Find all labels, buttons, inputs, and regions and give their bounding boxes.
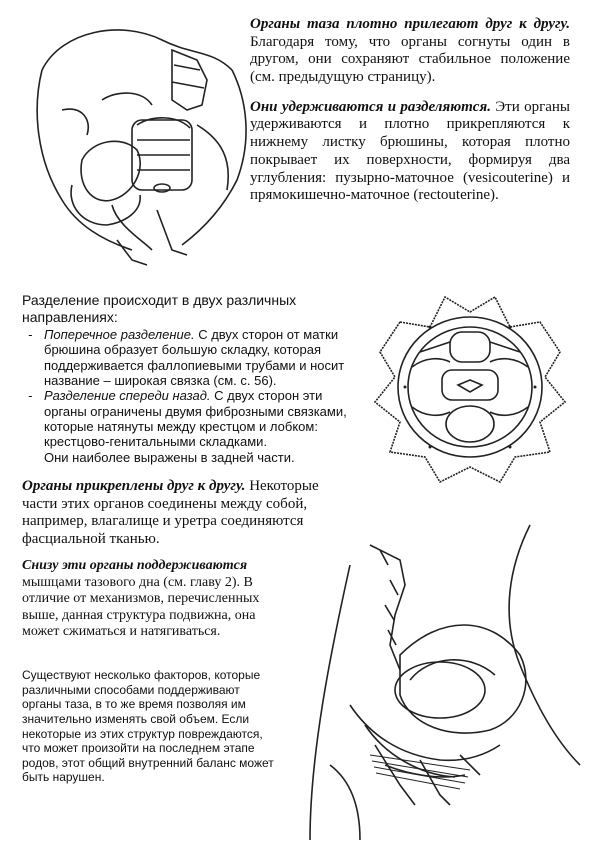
separation-list — [22, 327, 367, 465]
factors-text: Существуют несколько факторов, которые различными способами поддерживают органы таза, в то же время позволяя им значительно изменять свой объем. Если некоторые из этих структур повреждаются, что может произойти на последнем этапе родов, этот общий внутренний баланс может быть нарушен. — [22, 668, 274, 785]
section-factors — [22, 668, 277, 785]
sagittal-section-illustration — [290, 505, 590, 845]
transverse-text: С двух сторон от матки брюшина образует большую складку, которая поддерживается фаллопиевыми трубами и носит название – широкая связка (см. с. 56). — [44, 327, 345, 389]
anteroposterior-tail: Они наиболее выражены в задней части. — [44, 449, 295, 465]
supported-lead: Снизу эти органы поддерживаются — [22, 558, 248, 573]
organs-held-text: Эти органы удерживаются и плотно прикрепляются к нижнему листку брюшины, которая плотно покрывает их поверхности, формируя два углубления: пузырно-маточное (vesicouterine) и прямокишечно-маточное (rectouterine). — [250, 98, 571, 204]
attached-text: Некоторые части этих органов соединены между собой, например, влагалище и уретра соединяются фасциальной тканью. — [22, 478, 319, 548]
organs-adjacent-lead: Органы таза плотно прилегают друг к другу. — [250, 16, 570, 32]
anteroposterior-lead: Разделение спереди назад. — [44, 388, 211, 404]
organs-adjacent-text: Благодаря тому, что органы согнуты один в другом, они сохраняют стабильное положение (см. предыдущую страницу). — [250, 33, 570, 86]
pelvis-cross-section-illustration — [370, 282, 570, 487]
separation-intro: Разделение происходит в двух различных направлениях: — [22, 292, 297, 325]
anteroposterior-text: С двух сторон эти органы ограничены двумя фиброзными связками, которые натянуты между крестцом и лобком: крестцово-генитальными складками. — [44, 388, 347, 450]
transverse-lead: Поперечное разделение. — [44, 327, 195, 343]
organs-held-lead: Они удерживаются и разделяются. — [250, 98, 491, 115]
section-attached — [22, 478, 327, 549]
attached-lead: Органы прикреплены друг к другу. — [22, 478, 246, 494]
section-organs-adjacent — [250, 16, 570, 205]
list-item — [22, 327, 367, 388]
supported-text: мышцами тазового дна (см. главу 2). В отличие от механизмов, перечисленных выше, данная структура подвижна, она может сжиматься и натягиваться. — [22, 574, 260, 640]
section-supported — [22, 558, 292, 641]
section-separation — [22, 292, 367, 465]
list-item — [22, 388, 367, 465]
pelvis-organs-illustration — [22, 10, 272, 270]
